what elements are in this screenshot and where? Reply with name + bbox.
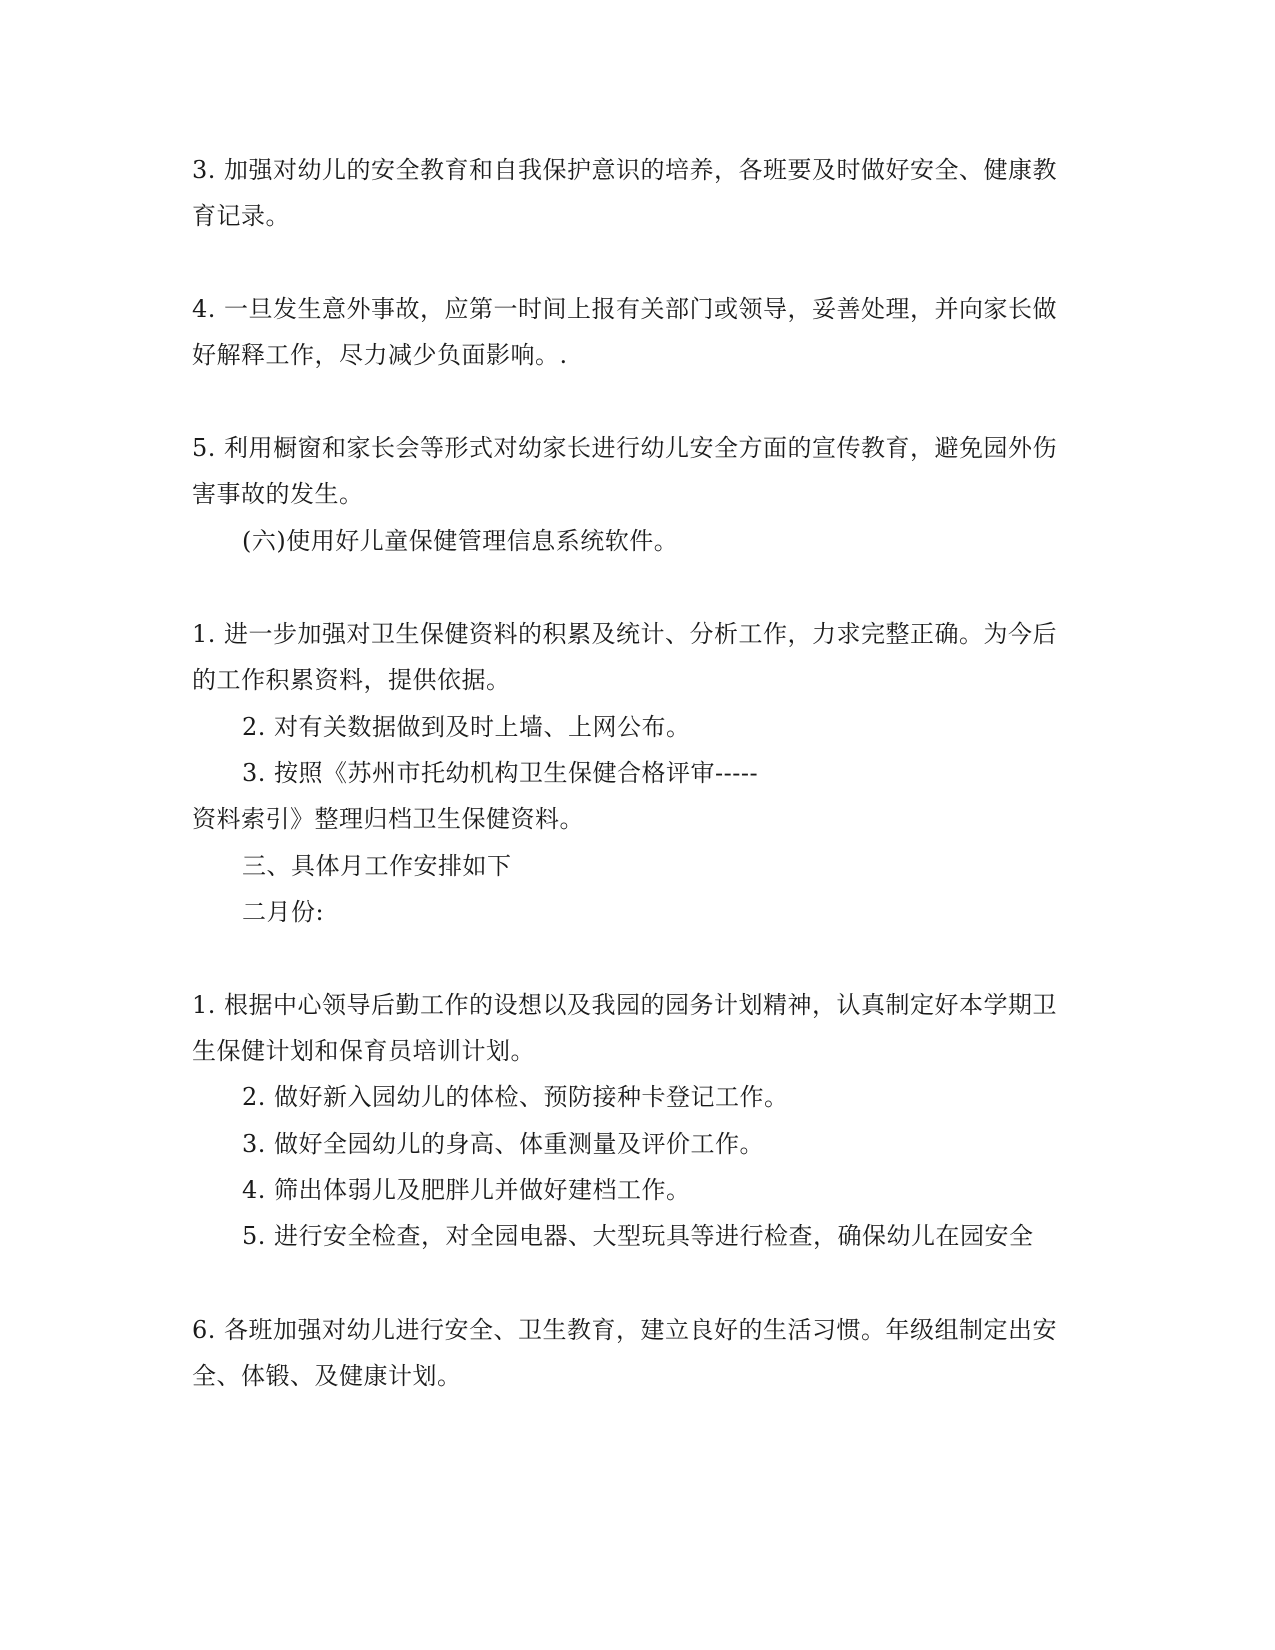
text-line: 1. 进一步加强对卫生保健资料的积累及统计、分析工作，力求完整正确。为今后 xyxy=(192,620,1058,648)
text-line: 害事故的发生。 xyxy=(192,480,364,508)
month-heading: 二月份: xyxy=(242,898,325,926)
text-line: 育记录。 xyxy=(192,202,290,230)
text-line: 4. 筛出体弱儿及肥胖儿并做好建档工作。 xyxy=(242,1176,691,1204)
section-heading: 三、具体月工作安排如下 xyxy=(242,852,512,880)
text-line: 5. 进行安全检查，对全园电器、大型玩具等进行检查，确保幼儿在园安全 xyxy=(242,1222,1034,1250)
text-line: 好解释工作，尽力减少负面影响。. xyxy=(192,341,568,369)
text-line: 4. 一旦发生意外事故，应第一时间上报有关部门或领导，妥善处理，并向家长做 xyxy=(192,295,1058,323)
text-line: 1. 根据中心领导后勤工作的设想以及我园的园务计划精神，认真制定好本学期卫 xyxy=(192,991,1058,1019)
text-line: 6. 各班加强对幼儿进行安全、卫生教育，建立良好的生活习惯。年级组制定出安 xyxy=(192,1316,1058,1344)
section-heading: (六)使用好儿童保健管理信息系统软件。 xyxy=(242,527,679,555)
text-line: 资料索引》整理归档卫生保健资料。 xyxy=(192,805,584,833)
text-line: 3. 做好全园幼儿的身高、体重测量及评价工作。 xyxy=(242,1130,765,1158)
text-line: 生保健计划和保育员培训计划。 xyxy=(192,1037,535,1065)
text-line: 的工作积累资料，提供依据。 xyxy=(192,666,511,694)
text-line: 5. 利用橱窗和家长会等形式对幼家长进行幼儿安全方面的宣传教育，避免园外伤 xyxy=(192,434,1058,462)
text-line: 3. 加强对幼儿的安全教育和自我保护意识的培养，各班要及时做好安全、健康教 xyxy=(192,156,1058,184)
text-line: 2. 做好新入园幼儿的体检、预防接种卡登记工作。 xyxy=(242,1083,789,1111)
text-line: 全、体锻、及健康计划。 xyxy=(192,1362,462,1390)
text-line: 2. 对有关数据做到及时上墙、上网公布。 xyxy=(242,713,691,741)
text-line: 3. 按照《苏州市托幼机构卫生保健合格评审----- xyxy=(242,759,759,787)
